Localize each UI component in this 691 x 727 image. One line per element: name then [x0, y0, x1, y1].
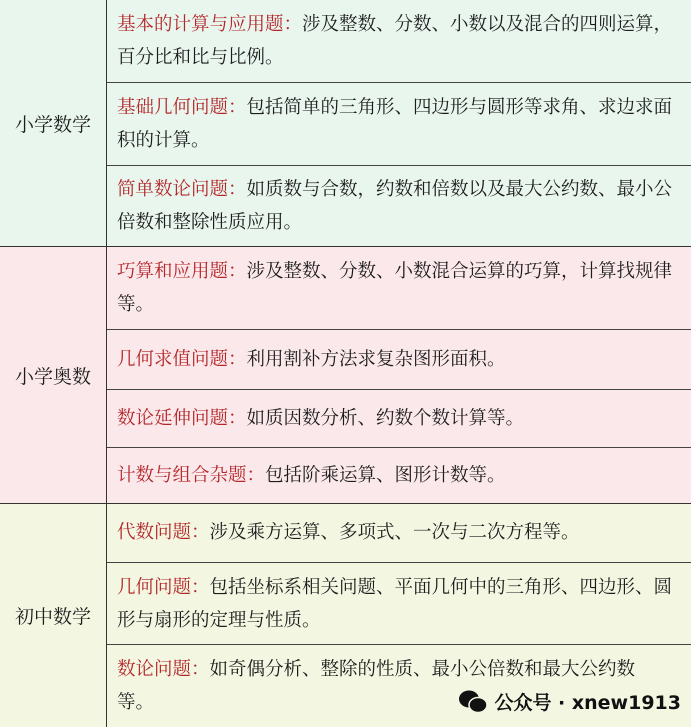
topic-row [107, 0, 691, 82]
topic-text: 如奇偶分析、整除的性质、最小公倍数和最大公约数等。 [117, 659, 636, 714]
topic-title: 几何求值问题： [117, 349, 247, 371]
topic-title: 计数与组合杂题： [117, 465, 266, 487]
topic-row [107, 562, 691, 645]
topic-row [107, 329, 691, 390]
watermark [458, 688, 681, 715]
category-label: 小学奥数 [0, 247, 107, 503]
topic-title: 基本的计算与应用题： [117, 14, 303, 35]
topic-row [107, 389, 691, 447]
topic-text: 包括阶乘运算、图形计数等。 [265, 465, 506, 487]
topic-text: 包括坐标系相关问题、平面几何中的三角形、四边形、圆形与扇形的定理与性质。 [117, 576, 673, 631]
topic-title: 代数问题： [117, 522, 210, 544]
topic-row [107, 447, 691, 503]
category-label: 小学数学 [0, 0, 107, 246]
section-primary-math [0, 0, 691, 246]
topic-text: 包括简单的三角形、四边形与圆形等求角、求边求面积的计算。 [117, 97, 673, 151]
topic-text: 如质数与合数，约数和倍数以及最大公约数、最小公倍数和整除性质应用。 [117, 179, 673, 233]
section-primary-olympiad [0, 246, 691, 503]
topic-title: 简单数论问题： [117, 179, 247, 200]
topic-title: 数论问题： [117, 659, 210, 681]
topic-row [107, 82, 691, 165]
topic-text: 如质因数分析、约数个数计算等。 [246, 408, 525, 430]
topic-text: 涉及整数、分数、小数混合运算的巧算，计算找规律等。 [117, 260, 673, 315]
topic-row [107, 247, 691, 329]
topic-text: 利用割补方法求复杂图形面积。 [246, 349, 506, 371]
topic-row [107, 165, 691, 246]
topic-title: 基础几何问题： [117, 97, 247, 118]
topic-row [107, 504, 691, 562]
watermark-text: 公众号 · xnew1913 [494, 692, 681, 714]
topic-text: 涉及整数、分数、小数以及混合的四则运算，百分比和比与比例。 [117, 14, 673, 68]
topic-title: 巧算和应用题： [117, 260, 247, 282]
topic-title: 数论延伸问题： [117, 408, 247, 430]
wechat-icon [458, 689, 488, 715]
topic-text: 涉及乘方运算、多项式、一次与二次方程等。 [209, 522, 580, 544]
category-label: 初中数学 [0, 504, 107, 727]
topic-title: 几何问题： [117, 576, 210, 598]
